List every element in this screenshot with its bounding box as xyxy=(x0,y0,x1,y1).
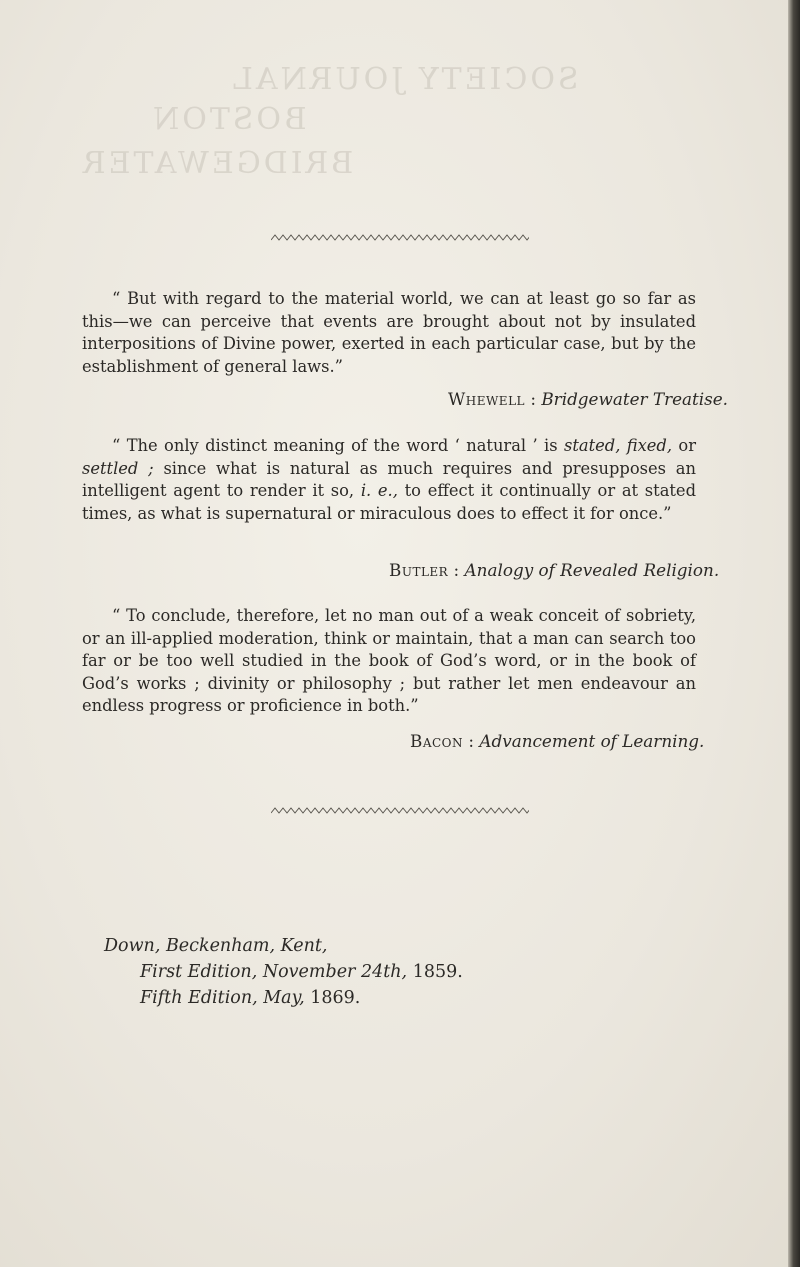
quote-text-part: “ The only distinct meaning of the word ‘ natural ’ is xyxy=(112,436,564,455)
fifth-edition-label: Fifth Edition, May, xyxy=(140,988,305,1008)
attribution-work: Advancement of Learning. xyxy=(479,731,705,751)
attribution-butler xyxy=(389,560,719,580)
attribution-author: Bacon xyxy=(410,731,464,751)
quote-text-part: or xyxy=(672,436,696,455)
attribution-separator: : xyxy=(463,731,480,751)
quote-text: “ But with regard to the material world, we can at least go so far as this—we can perceive that events are brought about not by insulated interpositions of Divine power, exerted in each particular case, but by the establishment of general laws.” xyxy=(82,289,696,376)
first-edition-label: First Edition, November 24th, xyxy=(140,962,408,982)
fifth-edition-year: 1869. xyxy=(304,988,361,1008)
attribution-bacon xyxy=(410,731,704,751)
bleed-through-text: SOCIETY JOURNAL xyxy=(230,62,579,97)
attribution-author: Butler xyxy=(389,560,449,580)
attribution-work: Bridgewater Treatise. xyxy=(541,389,729,409)
colophon-fifth-edition xyxy=(104,985,463,1011)
quote-whewell xyxy=(82,288,696,378)
attribution-whewell xyxy=(448,389,728,409)
quote-text-part: since what is natural as much requires and presupposes an intelligent agent to render it so, xyxy=(82,458,696,501)
quote-butler xyxy=(82,435,696,525)
quote-emphasis: settled ; xyxy=(82,458,154,478)
quote-text xyxy=(82,435,696,525)
quote-bacon xyxy=(82,605,696,718)
bleed-through-text: BOSTON xyxy=(150,102,307,137)
top-ornament-rule xyxy=(0,232,800,244)
colophon-first-edition xyxy=(104,959,463,985)
attribution-work: Analogy of Revealed Religion. xyxy=(464,560,720,580)
edition-colophon xyxy=(104,933,463,1011)
quote-text: “ To conclude, therefore, let no man out of a weak conceit of sobriety, or an ill-applied moderation, think or maintain, that a man can search too far or be too well studied in the book of God’s word, or in the book of God’s works ; divinity or philosophy ; but rather let men endeavour an endless progress or proficience in both.” xyxy=(82,606,696,716)
attribution-separator: : xyxy=(525,389,542,409)
quote-emphasis: i. e., xyxy=(360,481,398,501)
quote-text-part: to effect it continually or at stated times, as what is supernatural or miraculous does to effect it for once.” xyxy=(82,481,696,523)
bleed-through-text: BRIDGEWATER xyxy=(80,146,354,181)
attribution-separator: : xyxy=(448,560,465,580)
first-edition-year: 1859. xyxy=(407,962,463,982)
attribution-author: Whewell xyxy=(448,389,526,409)
book-spine-shadow xyxy=(788,0,800,1267)
quote-emphasis: stated, fixed, xyxy=(564,436,673,455)
colophon-place: Down, Beckenham, Kent, xyxy=(104,936,328,956)
bottom-ornament-rule xyxy=(0,805,800,817)
